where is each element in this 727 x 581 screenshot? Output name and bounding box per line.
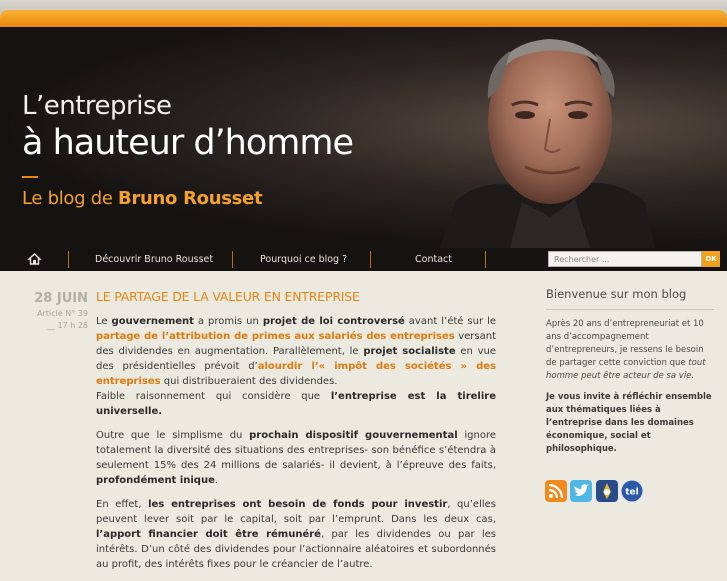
text: . xyxy=(214,475,219,486)
viadeo-icon[interactable] xyxy=(596,480,618,502)
tel-icon-label: tel xyxy=(625,487,639,498)
text: , par les dividendes ou par les intérêts. D’un côté des dividendes pour l’actionnaire aléatoires et subordonnés au profit, des intérêts fixes pour le créancier de l’autre. xyxy=(96,529,496,570)
text: avant l’été sur le xyxy=(404,316,497,327)
bold-text: les entreprises ont besoin de fonds pour investir xyxy=(148,499,448,510)
top-orange-band xyxy=(0,10,727,27)
post-link[interactable]: partage de l’attribution de primes aux salariés des entreprises xyxy=(96,331,455,342)
bold-text: projet socialiste xyxy=(363,346,456,357)
post-title[interactable]: LE PARTAGE DE LA VALEUR EN ENTREPRISE xyxy=(96,289,360,304)
subtitle-prefix: Le blog de xyxy=(22,188,119,209)
text: , qu’elles peuvent lever soit par le capital, soit par l’emprunt. Dans les deux cas, xyxy=(96,499,496,525)
text: versant des dividendes en augmentation. Parallèlement, le xyxy=(96,331,496,357)
bold-text: projet de loi controversé xyxy=(262,316,405,327)
tel-icon[interactable] xyxy=(621,480,643,502)
post-meta xyxy=(20,291,88,330)
twitter-icon[interactable] xyxy=(570,480,592,502)
post-date: 28 JUIN xyxy=(34,291,88,306)
nav-separator xyxy=(232,251,233,268)
bold-text: profondément inique xyxy=(96,475,215,486)
rss-icon[interactable] xyxy=(545,480,567,502)
text: Faible raisonnement qui considère que xyxy=(96,391,331,402)
italic-text: tout homme peut être acteur de sa vie. xyxy=(546,358,706,381)
post-article-number: Article N° 39 xyxy=(37,309,88,318)
text: Le xyxy=(96,316,112,327)
bold-text: l’apport financier doit être rémunéré xyxy=(96,529,321,540)
nav-separator xyxy=(68,251,69,268)
blog-post xyxy=(96,289,496,581)
sidebar xyxy=(546,287,714,456)
main-content xyxy=(0,271,727,570)
title-divider xyxy=(22,176,38,178)
site-title-line1: L’entreprise xyxy=(22,91,172,121)
text: ignore totalement la diversité des situations des entreprises- son bénéfice s’étendra à seulement 15% des 24 millions de salariés- il devient, à l’épreuve des faits, xyxy=(96,430,497,471)
nav-item-discover[interactable]: Découvrir Bruno Rousset xyxy=(95,254,214,265)
post-paragraph-1 xyxy=(96,314,496,419)
post-paragraph-3 xyxy=(96,497,496,572)
nav-item-why-blog[interactable]: Pourquoi ce blog ? xyxy=(260,254,348,265)
bold-text: gouvernement xyxy=(111,316,194,327)
site-title-line2: à hauteur d’homme xyxy=(22,123,354,163)
nav-separator xyxy=(485,251,486,268)
bold-text: l’entreprise est la tirelire universelle. xyxy=(96,391,497,417)
sidebar-title: Bienvenue sur mon blog xyxy=(546,287,714,310)
site-subtitle xyxy=(22,188,262,209)
post-paragraph-2 xyxy=(96,428,496,488)
sidebar-invite: Je vous invite à réfléchir ensemble aux thématiques liées à l’entreprise dans les domaines économique, social et philosophique. xyxy=(546,392,712,454)
text: qui distribueraient des dividendes. xyxy=(160,376,338,387)
post-time: __ 17 h 28 xyxy=(46,321,88,330)
subtitle-author: Bruno Rousset xyxy=(118,188,263,209)
search-button[interactable]: OK xyxy=(702,251,720,267)
text: En effet, xyxy=(96,499,149,510)
top-bar xyxy=(0,0,727,16)
sidebar-intro xyxy=(546,318,714,383)
main-nav xyxy=(0,248,727,271)
text: a promis un xyxy=(193,316,263,327)
nav-separator xyxy=(370,251,371,268)
home-icon[interactable] xyxy=(28,253,41,265)
text: Après 20 ans d’entrepreneuriat et 10 ans d’accompagnement d’entrepreneurs, je ressens le besoin de partager cette conviction que xyxy=(546,319,704,368)
text: en vue des présidentielles prévoit d’ xyxy=(96,346,496,372)
nav-item-contact[interactable]: Contact xyxy=(415,254,452,265)
bold-text: prochain dispositif gouvernemental xyxy=(249,430,458,441)
text: Outre que le simplisme du xyxy=(96,430,250,441)
search-input[interactable]: Rechercher ... xyxy=(548,251,702,267)
portrait-photo xyxy=(400,27,680,248)
post-link[interactable]: alourdir l’« impôt des sociétés » des entreprises xyxy=(96,361,496,387)
site-header xyxy=(0,27,727,248)
